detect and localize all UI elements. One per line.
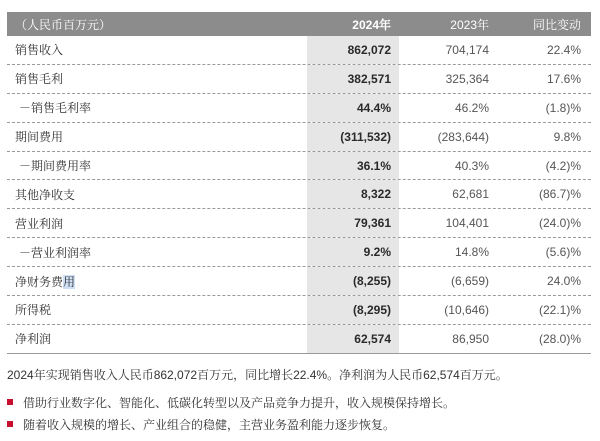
value-2023: 46.2% [454, 100, 489, 115]
row-label: 所得税 [15, 303, 52, 318]
value-2024: 9.2% [307, 238, 399, 266]
value-2023: 86,950 [452, 331, 489, 346]
value-2023: (6,659) [450, 274, 489, 289]
value-change: (4.2)% [545, 158, 581, 173]
table-row [7, 209, 591, 238]
value-2024: (311,532) [307, 123, 399, 151]
row-label-text: 净财务费 [15, 274, 64, 289]
list-item [7, 413, 455, 435]
list-item [7, 391, 455, 413]
table-header [7, 12, 591, 36]
table-row [7, 123, 591, 152]
row-label: 销售毛利 [15, 72, 64, 87]
row-label: 期间费用 [15, 130, 64, 145]
value-2024: 36.1% [307, 152, 399, 180]
value-change: 24.0% [546, 274, 581, 289]
value-change: (5.6)% [545, 245, 581, 260]
row-label [7, 273, 307, 290]
value-change: (1.8)% [545, 100, 581, 115]
row-label: 其他净收支 [15, 187, 76, 202]
table-row [7, 180, 591, 209]
table-row [7, 94, 591, 123]
col-2024-header: 2024年 [307, 16, 399, 33]
row-label: 销售收入 [15, 43, 64, 58]
bullet-text: 随着收入规模的增长、产业组合的稳健，主营业务盈利能力逐步恢复。 [23, 417, 396, 432]
row-label: 营业利润 [15, 216, 64, 231]
value-change: 22.4% [546, 42, 581, 57]
value-2023: 104,401 [445, 216, 489, 231]
value-2024: 44.4% [307, 94, 399, 122]
col-change-header: 同比变动 [532, 17, 581, 32]
value-change: (28.0)% [538, 331, 581, 346]
col-2023-header: 2023年 [450, 17, 489, 32]
value-2024: 79,361 [307, 209, 399, 237]
value-2023: (283,644) [437, 129, 489, 144]
value-change: (24.0)% [538, 216, 581, 231]
table-row [7, 65, 591, 94]
value-2024: (8,255) [307, 267, 399, 295]
bullet-list [7, 391, 455, 435]
selected-text-highlight: 用 [63, 274, 76, 289]
square-bullet-icon [7, 421, 13, 427]
value-2024: 862,072 [307, 36, 399, 64]
table-row [7, 296, 591, 325]
square-bullet-icon [7, 399, 13, 405]
table-row [7, 267, 591, 296]
value-change: (86.7)% [538, 187, 581, 202]
value-2024: 8,322 [307, 180, 399, 208]
summary-text: 2024年实现销售收入人民币862,072百万元，同比增长22.4%。净利润为人民币62,574百万元。 [7, 368, 508, 382]
value-2023: 704,174 [445, 42, 489, 57]
unit-header: （人民币百万元） [15, 17, 112, 32]
value-2023: 62,681 [452, 187, 489, 202]
value-2024: (8,295) [307, 296, 399, 324]
value-2024: 382,571 [307, 65, 399, 93]
table-row [7, 152, 591, 181]
value-2023: 14.8% [454, 245, 489, 260]
value-change: (22.1)% [538, 302, 581, 317]
row-label: －销售毛利率 [19, 101, 92, 116]
value-change: 9.8% [553, 129, 581, 144]
row-label: －营业利润率 [19, 245, 92, 260]
row-label: 净利润 [15, 332, 52, 347]
value-2023: 40.3% [454, 158, 489, 173]
bullet-text: 借助行业数字化、智能化、低碳化转型以及产品竞争力提升，收入规模保持增长。 [23, 395, 456, 410]
table-row [7, 36, 591, 65]
table-row [7, 325, 591, 354]
table-row [7, 238, 591, 267]
financial-table [7, 12, 591, 354]
value-2023: 325,364 [445, 71, 489, 86]
value-change: 17.6% [546, 71, 581, 86]
value-2023: (10,646) [444, 302, 489, 317]
value-2024: 62,574 [307, 325, 399, 353]
row-label: －期间费用率 [19, 159, 92, 173]
